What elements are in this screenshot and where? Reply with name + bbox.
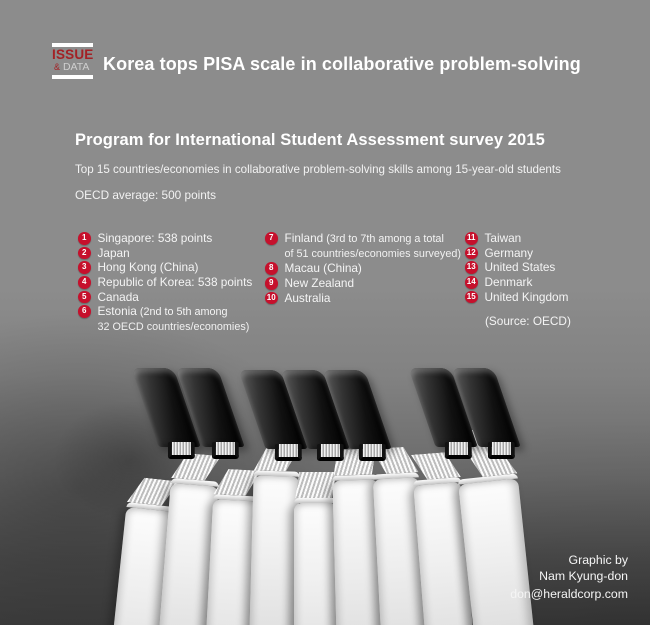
source-note: (Source: OECD) bbox=[485, 314, 571, 329]
white-book bbox=[246, 445, 300, 625]
rank-note: (2nd to 5th among bbox=[139, 306, 228, 319]
rank-note: (3rd to 7th among a total bbox=[326, 233, 444, 245]
logo-word-data bbox=[54, 62, 93, 73]
page-title: Korea tops PISA scale in collaborative problem-solving bbox=[103, 54, 581, 74]
rank-item-5 bbox=[78, 291, 268, 304]
rank-badge: 1 bbox=[78, 232, 91, 245]
rank-label: New Zealand bbox=[284, 276, 355, 291]
logo-word-issue: ISSUE bbox=[52, 47, 94, 62]
rank-badge: 12 bbox=[465, 247, 478, 260]
rank-item-2 bbox=[78, 247, 268, 260]
ranking-column-3 bbox=[465, 232, 630, 328]
rank-item-4 bbox=[78, 276, 268, 289]
rank-badge: 6 bbox=[78, 305, 91, 318]
rank-label: Germany bbox=[484, 245, 534, 260]
rank-label: United States bbox=[484, 260, 556, 275]
rank-badge: 3 bbox=[78, 261, 91, 274]
rank-label: Macau (China) bbox=[284, 261, 362, 276]
rank-label: Republic of Korea: 538 points bbox=[97, 275, 253, 290]
rank-label bbox=[285, 232, 444, 246]
rank-item-13 bbox=[465, 261, 630, 274]
rank-badge: 7 bbox=[265, 232, 278, 245]
rank-country: Estonia bbox=[97, 304, 137, 319]
rank-item-12 bbox=[465, 247, 630, 260]
survey-subheading: Top 15 countries/economies in collaborative problem-solving skills among 15-year-old students bbox=[75, 163, 561, 176]
survey-heading: Program for International Student Assessment survey 2015 bbox=[75, 131, 545, 149]
rank-label: Denmark bbox=[484, 275, 533, 290]
rank-item-7-note-line2: of 51 countries/economies surveyed) bbox=[284, 247, 461, 260]
logo-bottom-bar bbox=[52, 75, 93, 79]
oecd-average-note: OECD average: 500 points bbox=[75, 188, 216, 202]
rank-badge: 4 bbox=[78, 276, 91, 289]
rank-badge: 5 bbox=[78, 291, 91, 304]
rank-badge: 10 bbox=[265, 292, 278, 305]
rank-item-6 bbox=[78, 305, 268, 319]
rank-item-1 bbox=[78, 232, 268, 245]
rank-item-15 bbox=[465, 291, 630, 304]
rank-badge: 13 bbox=[465, 261, 478, 274]
rank-item-10 bbox=[265, 292, 470, 305]
rank-item-11 bbox=[465, 232, 630, 245]
rank-item-8 bbox=[265, 262, 470, 275]
white-book bbox=[294, 472, 338, 625]
rank-label: Singapore: 538 points bbox=[97, 231, 213, 245]
rank-item-14 bbox=[465, 276, 630, 289]
ranking-column-1 bbox=[78, 232, 268, 336]
rank-item-9 bbox=[265, 277, 470, 290]
rank-item-3 bbox=[78, 261, 268, 274]
rank-badge: 15 bbox=[465, 291, 478, 304]
rank-label: Taiwan bbox=[484, 231, 522, 245]
rank-item-7 bbox=[265, 232, 470, 246]
credit-line-1: Graphic by bbox=[568, 553, 628, 567]
ranking-column-2 bbox=[265, 232, 470, 306]
rank-badge: 11 bbox=[465, 232, 478, 245]
credit-email: don@heraldcorp.com bbox=[510, 587, 628, 601]
rank-country: Finland bbox=[284, 231, 324, 245]
logo-word-data-text: DATA bbox=[62, 61, 90, 73]
rank-label: Australia bbox=[284, 290, 331, 305]
rank-label: Japan bbox=[97, 245, 130, 260]
rank-label bbox=[98, 305, 228, 319]
rank-badge: 8 bbox=[265, 262, 278, 275]
rank-label: Hong Kong (China) bbox=[97, 260, 199, 275]
rank-label: Canada bbox=[97, 289, 139, 304]
rank-item-6-note-line2: 32 OECD countries/economies) bbox=[97, 321, 250, 334]
rank-badge: 14 bbox=[465, 276, 478, 289]
rank-badge: 2 bbox=[78, 247, 91, 260]
logo-ampersand: & bbox=[54, 62, 61, 72]
rank-label: United Kingdom bbox=[484, 289, 569, 304]
credit-block bbox=[510, 552, 628, 602]
issue-data-logo bbox=[52, 43, 93, 79]
rank-badge: 9 bbox=[265, 277, 278, 290]
credit-line-2: Nam Kyung-don bbox=[539, 569, 628, 583]
